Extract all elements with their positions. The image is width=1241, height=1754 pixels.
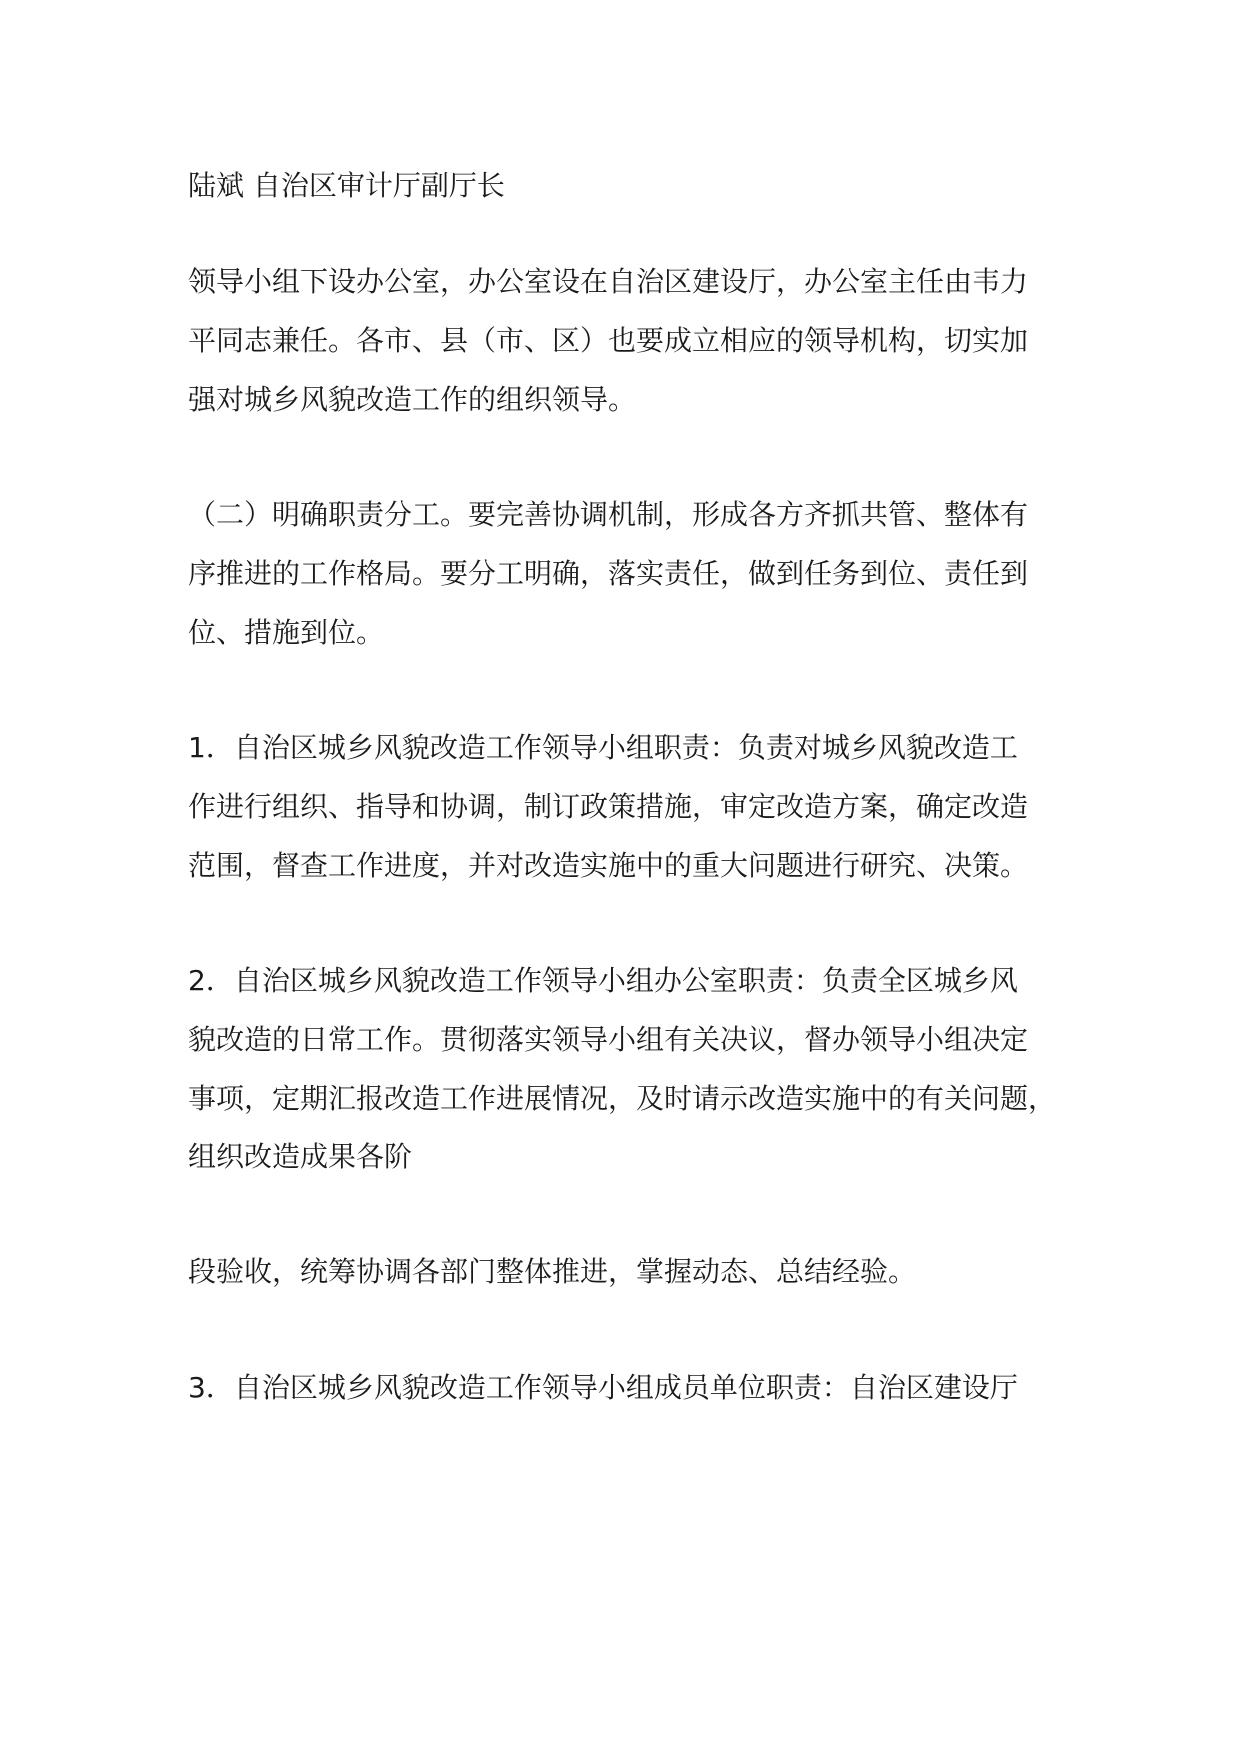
text-line: 组织改造成果各阶 — [188, 1140, 413, 1173]
text-line: 1．自治区城乡风貌改造工作领导小组职责：负责对城乡风貌改造工 — [188, 731, 1018, 764]
text-line: 3．自治区城乡风貌改造工作领导小组成员单位职责：自治区建设厅 — [188, 1371, 1018, 1404]
text-line: 2．自治区城乡风貌改造工作领导小组办公室职责：负责全区城乡风 — [188, 964, 1018, 997]
text-line: 领导小组下设办公室，办公室设在自治区建设厅，办公室主任由韦力 — [188, 265, 1029, 298]
text-line: 貌改造的日常工作。贯彻落实领导小组有关决议，督办领导小组决定 — [188, 1023, 1029, 1056]
text-line: 平同志兼任。各市、县（市、区）也要成立相应的领导机构，切实加 — [188, 324, 1029, 357]
text-line: 范围，督查工作进度，并对改造实施中的重大问题进行研究、决策。 — [188, 849, 1029, 882]
text-line: （二）明确职责分工。要完善协调机制，形成各方齐抓共管、整体有 — [188, 498, 1029, 531]
text-line: 位、措施到位。 — [188, 616, 385, 649]
text-line: 作进行组织、指导和协调，制订政策措施，审定改造方案，确定改造 — [188, 790, 1029, 823]
text-line: 事项，定期汇报改造工作进展情况，及时请示改造实施中的有关问题， — [188, 1082, 1057, 1115]
text-line: 强对城乡风貌改造工作的组织领导。 — [188, 383, 637, 416]
text-line: 序推进的工作格局。要分工明确，落实责任，做到任务到位、责任到 — [188, 557, 1029, 590]
text-line: 段验收，统筹协调各部门整体推进，掌握动态、总结经验。 — [188, 1255, 917, 1288]
text-line: 陆斌 自治区审计厅副厅长 — [188, 169, 505, 202]
